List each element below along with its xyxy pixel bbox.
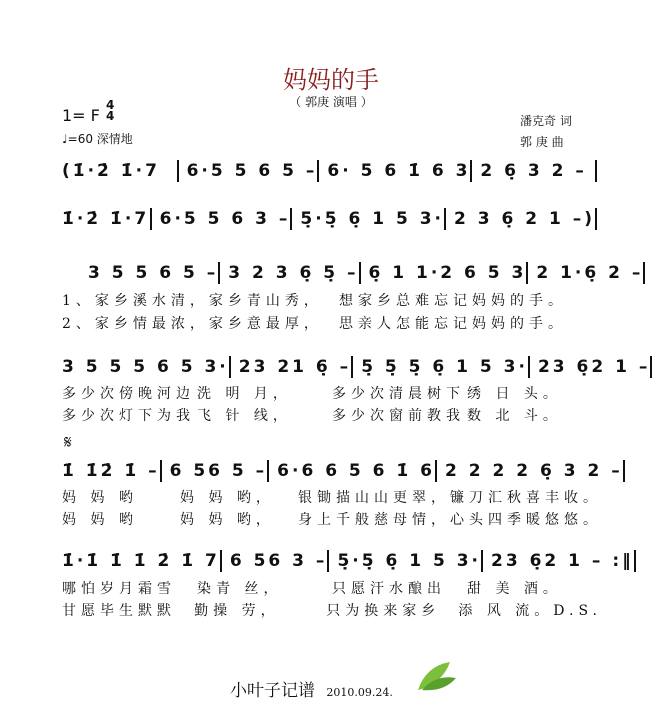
lyric-phrase: 多少次清晨树下 [332, 386, 465, 402]
footer [230, 676, 393, 701]
measure: 5̣·5̣ 6̣ 1 5 3· [329, 550, 483, 572]
lyric-phrase: 飞 针 线， [197, 408, 292, 424]
measure: 6 56 3 – [222, 550, 330, 572]
measure: 6·5 5 6 5 – [179, 160, 320, 182]
lyric-phrase: 只为换来家乡 [326, 603, 441, 619]
lyricist: 潘克奇 词 [520, 114, 572, 128]
measure: 5̣ 5̣ 5̣ 6̣ 1 5 3· [353, 356, 530, 378]
measure: 2 1·6̣ 2 – [528, 262, 645, 284]
lyric-phrase: 心头四季暖悠悠。 [450, 512, 602, 528]
measure: 23 21 6̣ – [231, 356, 353, 378]
measure: 1̇·2̇ 1̇·7 [62, 208, 152, 230]
staff-line [88, 262, 644, 284]
key-signature: 1= F [62, 106, 100, 125]
lyric-line [62, 313, 602, 333]
segno-icon: 𝄋 [64, 432, 72, 453]
lyric-line [62, 509, 602, 529]
time-top: 4 [106, 98, 115, 112]
transcription-date: 2010.09.24. [326, 686, 393, 699]
song-title: 妈妈的手 [283, 66, 379, 94]
lyric-line [62, 290, 602, 310]
lyric-phrase: 甜 美 酒。 [467, 581, 562, 597]
lyric-phrase: 甘愿毕生默默 [62, 603, 176, 619]
staff-line [62, 356, 651, 378]
lyric-phrase: 妈 妈 哟， [180, 490, 275, 506]
lyric-phrase: 染青 丝， [197, 581, 283, 597]
lyric-phrase: 妈 妈 哟 [62, 490, 138, 506]
measure: 2 2 2 2 6̣ 3 2 – [437, 460, 625, 482]
lyric-phrase: 妈 妈 哟 [62, 512, 138, 528]
staff-line [62, 208, 597, 230]
lyric-line [62, 383, 602, 403]
time-signature [106, 100, 114, 122]
lyric-phrase: 镰刀汇秋喜丰收。 [450, 490, 602, 506]
lyric-phrase: 妈妈的手。 [471, 316, 567, 332]
measure: 6̣ 1 1·2 6 5 3 [361, 262, 529, 284]
measure: 6·5 5 6 3 – [152, 208, 293, 230]
lyric-phrase: 妈妈的手。 [471, 293, 567, 309]
lyric-phrase: 洗 明 月， [197, 386, 292, 402]
measure: 3 5 5 5 6 5 3· [62, 357, 229, 377]
measure: 1̇·1̇ 1̇ 1̇ 2̇ 1̇ 7 [62, 551, 220, 571]
lyric-phrase: 妈 妈 哟， [180, 512, 275, 528]
lyric-phrase: 身上千般慈母情， [298, 512, 450, 528]
measure: 6 56 5 – [162, 460, 270, 482]
staff-line [62, 160, 597, 182]
lyric-phrase: 多少次傍晚河边 [62, 386, 195, 402]
measure: 6· 5 6 1̇ 6 3 [319, 160, 472, 182]
lyric-phrase: 多少次窗前教我 [332, 408, 465, 424]
measure: 23 6̣2 1 – [530, 356, 652, 378]
lyric-phrase: 2、家乡情最浓， [62, 316, 209, 332]
measure: (1̇·2̇ 1̇·7 [62, 160, 179, 182]
measure: 3 2 3 6̣ 5̣ – [220, 262, 360, 284]
staff-line [62, 460, 623, 482]
lyric-line [62, 578, 602, 598]
measure: 2 3 6̣ 2 1 –) [446, 208, 597, 230]
lyric-phrase: 绣 日 头。 [467, 386, 562, 402]
lyric-phrase: 1、家乡溪水清， [62, 293, 209, 309]
lyric-phrase: 银锄描山山更翠， [298, 490, 450, 506]
composer: 郭 庚 曲 [520, 135, 564, 149]
lyric-phrase: 只愿汗水酿出 [332, 581, 446, 597]
lyric-phrase: 多少次灯下为我 [62, 408, 195, 424]
lyric-phrase: 哪怕岁月霜雪 [62, 581, 176, 597]
tempo-marking: ♩=60 深情地 [62, 132, 133, 146]
singer-credit: （ 郭庚 演唱 ） [289, 95, 373, 109]
lyric-phrase: 想家乡总难忘记 [338, 293, 472, 309]
measure: 1̇ 1̇2̇ 1̇ – [62, 461, 160, 481]
lyric-phrase: 数 北 斗。 [467, 408, 562, 424]
measure: 2 6̣ 3 2 – [472, 160, 597, 182]
time-bottom: 4 [106, 109, 115, 123]
lyric-line [62, 600, 602, 620]
lyric-phrase: 家乡意最厚， [208, 316, 323, 332]
lyric-phrase: 思亲人怎能忘记 [338, 316, 472, 332]
lyric-phrase: 勤操 劳， [194, 603, 280, 619]
measure: 6·6 6 5 6 1̇ 6 [269, 460, 437, 482]
measure: 23 6̣2 1 – :‖ [483, 550, 636, 572]
leaf-icon [412, 660, 458, 694]
measure: 3 5 5 6 5 – [88, 263, 219, 283]
lyric-phrase: 添 风 流。D.S. [458, 603, 602, 619]
measure: 5̣·5̣ 6̣ 1 5 3· [292, 208, 446, 230]
transcriber-signature: 小叶子记谱 [230, 681, 315, 701]
lyric-line [62, 405, 602, 425]
lyric-line [62, 487, 602, 507]
staff-line [62, 550, 634, 572]
lyric-phrase: 家乡青山秀， [208, 293, 323, 309]
